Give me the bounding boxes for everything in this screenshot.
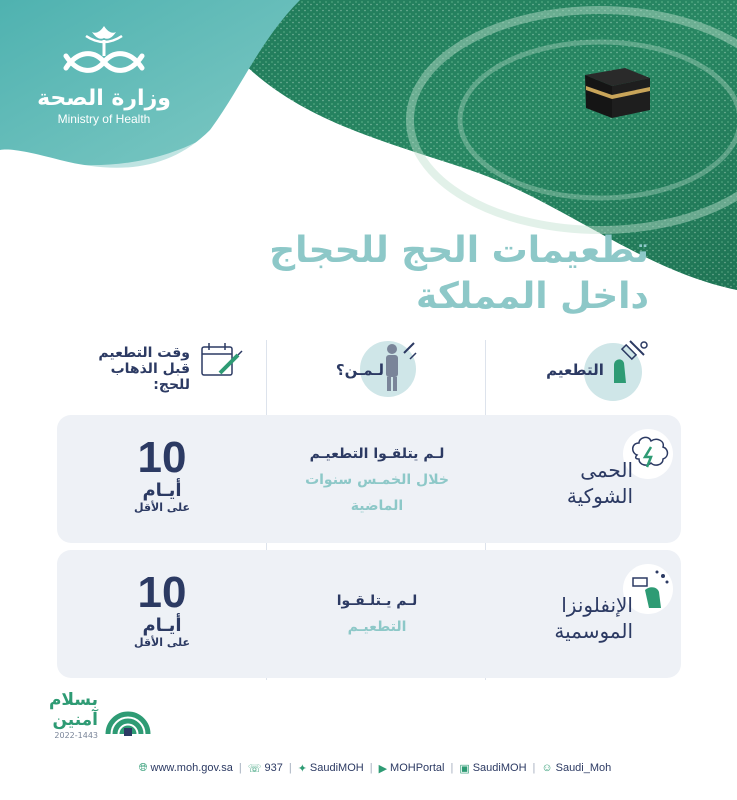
logo-arabic-text: وزارة الصحة	[37, 86, 171, 111]
calendar-syringe-icon	[198, 339, 244, 385]
title-line-2: داخل المملكة	[415, 276, 649, 317]
days-block	[57, 435, 267, 515]
who-block	[272, 588, 482, 640]
campaign-line-1: بسلام	[48, 690, 98, 710]
column-header-who	[300, 335, 450, 405]
who-line-1: لـم يتلقـوا التطعيـم	[309, 446, 445, 462]
who-block	[272, 441, 482, 519]
separator: |	[288, 762, 292, 774]
campaign-line-2: آمنين	[52, 710, 98, 730]
brain-bolt-icon	[627, 433, 671, 477]
column-header-vaccine	[520, 335, 650, 405]
twitter-text: SaudiMOH	[309, 762, 364, 774]
twitter-link[interactable]	[298, 762, 364, 775]
contact-bar	[110, 758, 640, 778]
snapchat-text: Saudi_Moh	[555, 762, 612, 774]
column-header-timing	[70, 335, 250, 405]
timing-header-line-2: قبل الذهاب	[110, 361, 190, 377]
days-value: 10	[137, 568, 187, 617]
days-unit: أيـام	[142, 480, 182, 501]
days-qualifier: على الأقل	[134, 501, 190, 514]
snapchat-icon: ☺	[541, 762, 553, 774]
facebook-link[interactable]	[459, 762, 526, 775]
page-title	[269, 228, 649, 320]
person-injection-icon	[380, 339, 420, 395]
vaccine-row-meningitis	[57, 415, 681, 543]
who-line-3: الماضية	[350, 498, 404, 514]
logo-english-text: Ministry of Health	[57, 112, 151, 126]
days-value: 10	[137, 433, 187, 482]
separator: |	[238, 762, 242, 774]
who-line-1: لـم يـتلـقـوا	[336, 593, 418, 609]
website-text: www.moh.gov.sa	[150, 762, 233, 774]
days-block	[57, 570, 267, 650]
globe-icon: 🌐︎	[138, 761, 148, 774]
campaign-year: 2022-1443	[54, 731, 98, 740]
vaccine-name	[483, 592, 633, 644]
who-line-2: التطعيـم	[347, 619, 407, 635]
vaccine-header-label: التطعيم	[546, 361, 604, 379]
kaaba-icon	[585, 68, 650, 118]
separator: |	[450, 762, 454, 774]
youtube-link[interactable]	[379, 762, 445, 775]
spray-virus-icon	[627, 568, 671, 612]
hand-syringe-icon	[600, 335, 650, 395]
campaign-logo	[28, 690, 148, 750]
phone-text: 937	[264, 762, 283, 774]
phone-link[interactable]	[248, 762, 283, 775]
twitter-icon: ✦	[297, 762, 307, 775]
youtube-icon: ▶	[378, 762, 388, 775]
timing-header-text	[80, 345, 190, 393]
facebook-icon: ▣	[459, 762, 470, 775]
vaccine-name	[483, 457, 633, 509]
youtube-text: MOHPortal	[390, 762, 445, 774]
campaign-emblem-icon	[102, 694, 154, 746]
days-unit: أيـام	[142, 615, 182, 636]
facebook-text: SaudiMOH	[472, 762, 527, 774]
phone-icon: ☏	[247, 762, 262, 775]
campaign-text	[28, 690, 98, 742]
vaccine-name-line-2: الشوكية	[566, 484, 633, 508]
separator: |	[369, 762, 373, 774]
vaccine-name-line-2: الموسمية	[554, 619, 633, 643]
timing-header-line-1: وقت التطعيم	[98, 345, 190, 361]
timing-header-line-3: للحج:	[153, 377, 190, 393]
moh-emblem-icon	[56, 22, 152, 82]
separator: |	[532, 762, 536, 774]
title-line-1: تطعيمات الحج للحجاج	[269, 230, 649, 271]
vaccine-name-line-1: الإنفلونزا	[561, 593, 633, 617]
days-qualifier: على الأقل	[134, 636, 190, 649]
snapchat-link[interactable]	[541, 762, 611, 774]
moh-logo	[34, 22, 174, 137]
website-link[interactable]	[139, 762, 233, 775]
vaccine-row-influenza	[57, 550, 681, 678]
who-line-2: خلال الخمـس سنوات	[305, 472, 449, 488]
who-header-label: لـمـن؟	[335, 361, 385, 379]
vaccine-name-line-1: الحمى	[580, 458, 633, 482]
